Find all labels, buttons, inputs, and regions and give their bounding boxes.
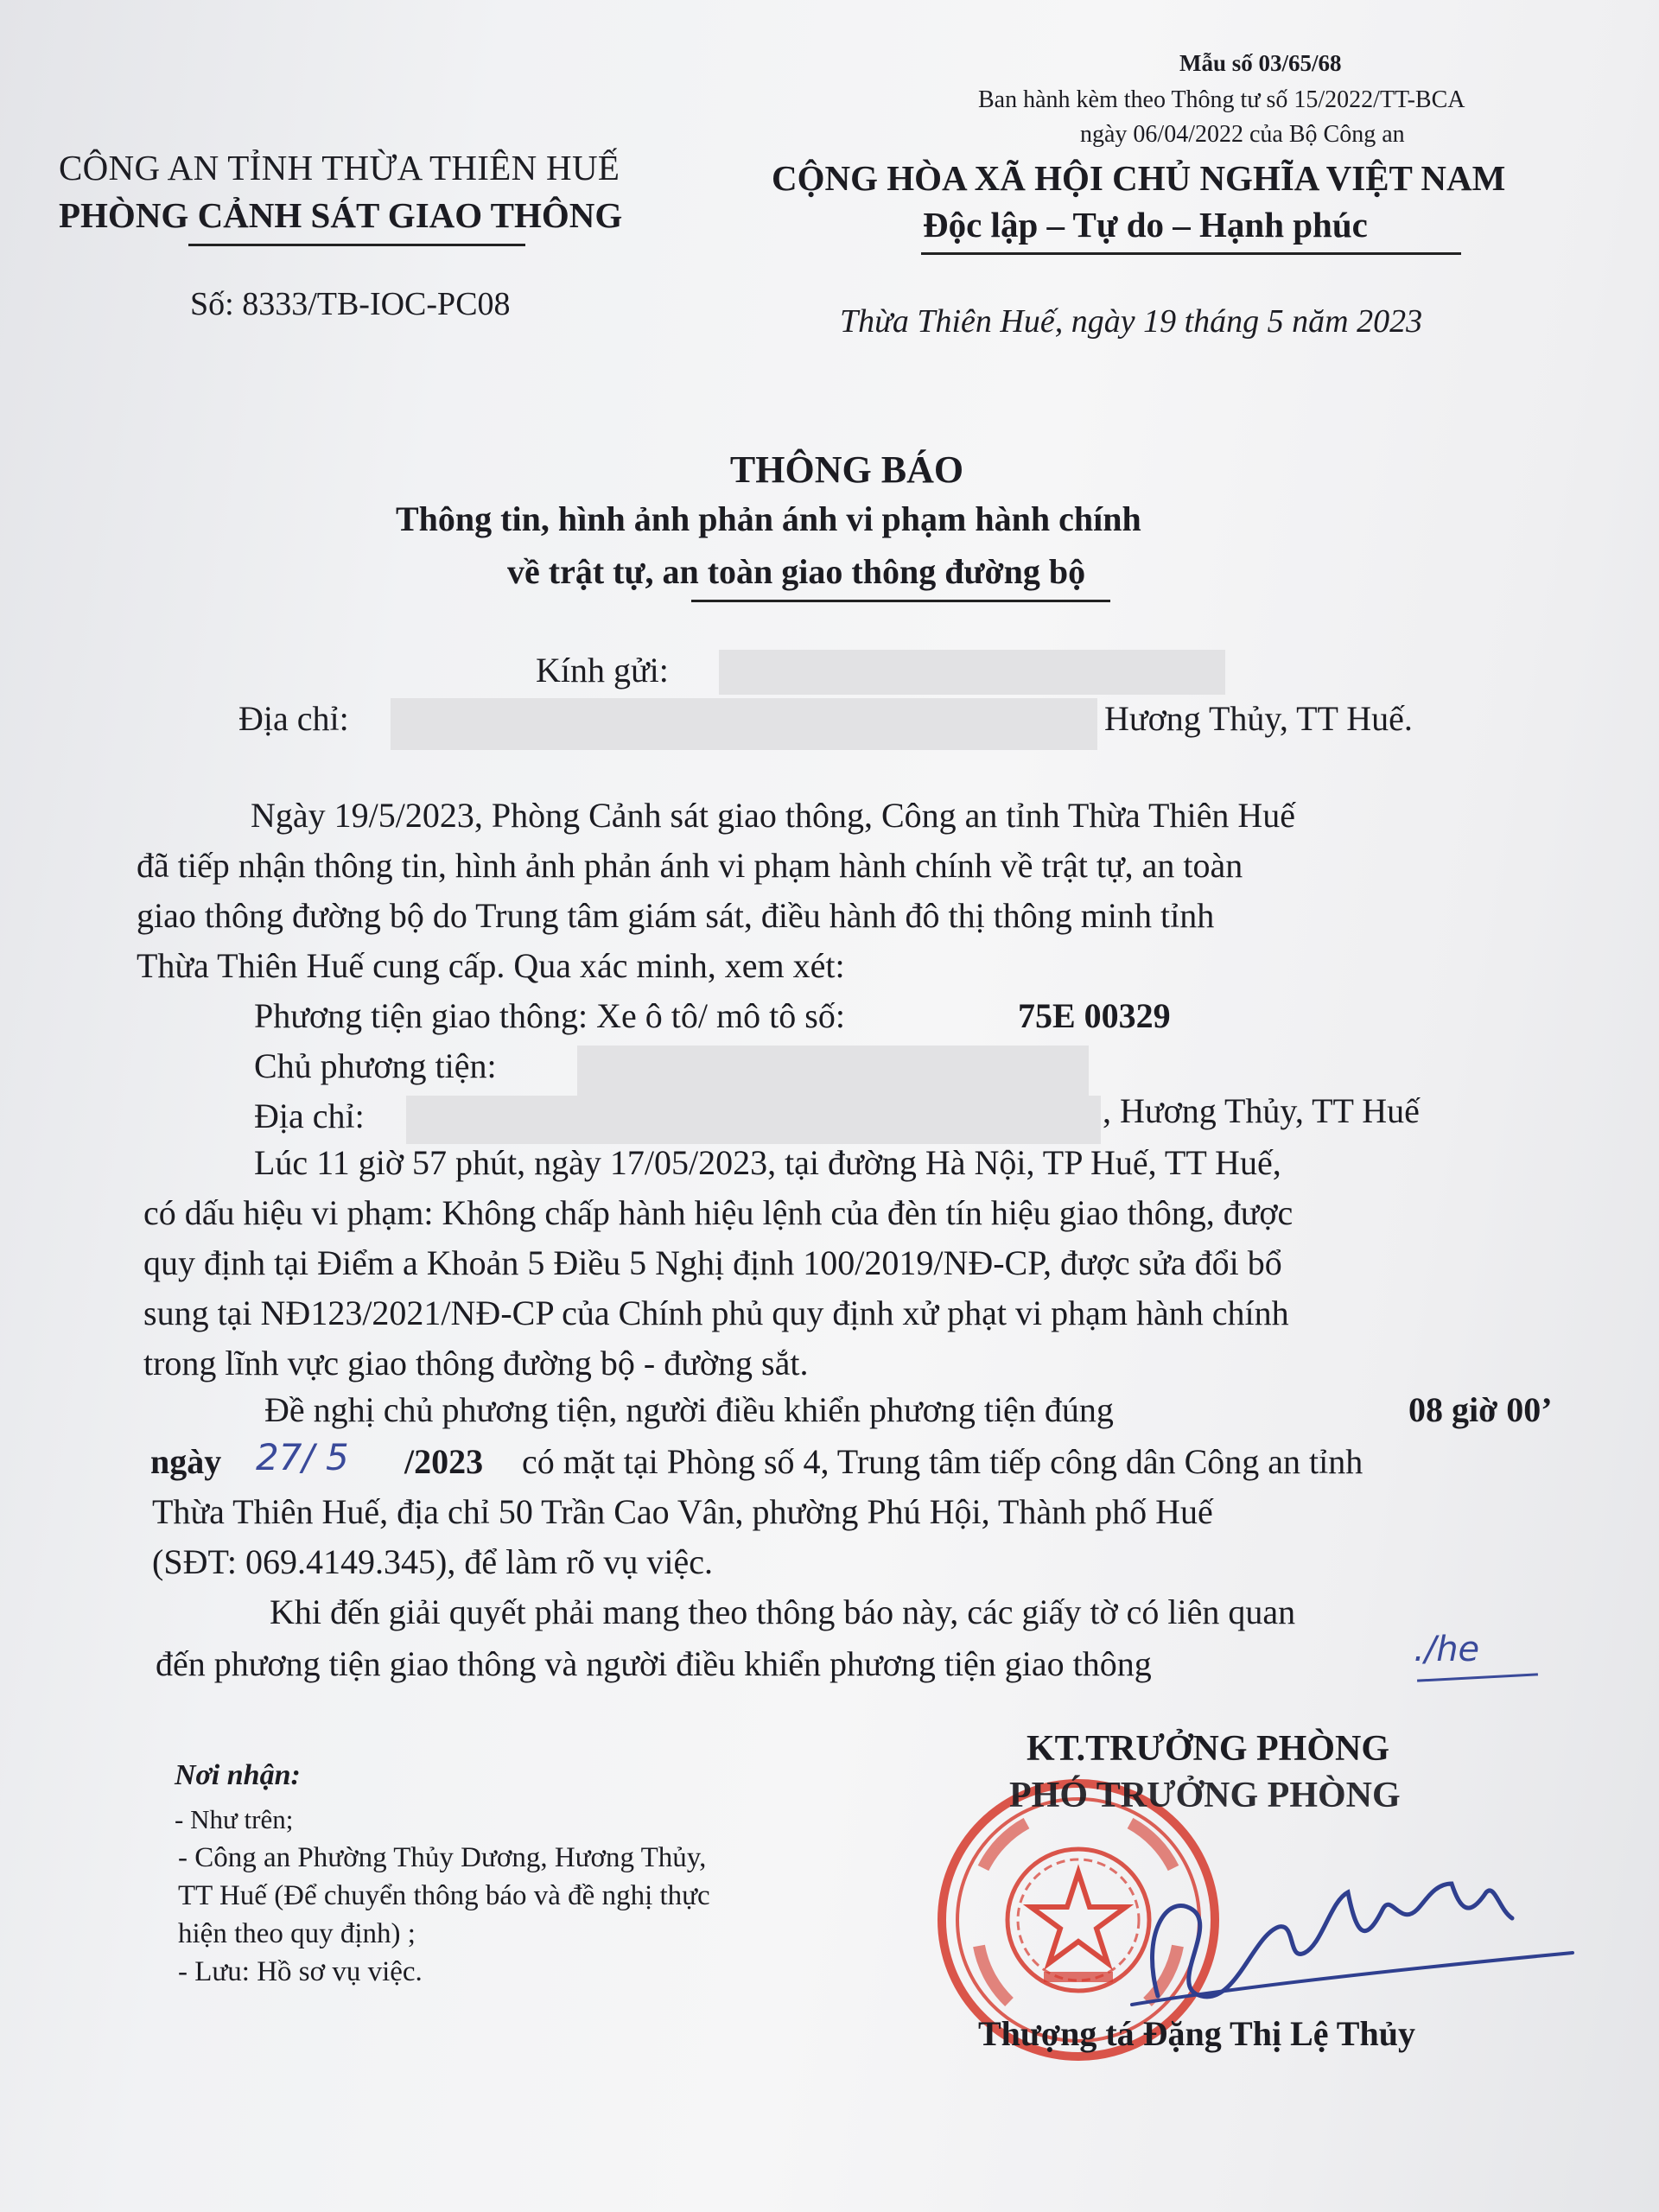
recipients-item: hiện theo quy định) ; [178,1918,416,1949]
recipients-item: TT Huế (Để chuyển thông báo và đề nghị thực [178,1880,710,1911]
vehicle-plate: 75E 00329 [1018,996,1171,1035]
body-line: Thừa Thiên Huế cung cấp. Qua xác minh, xem xét: [137,946,845,985]
redacted-owner-address [406,1096,1101,1144]
owner-address-suffix: , Hương Thủy, TT Huế [1103,1091,1420,1130]
form-issued-date: ngày 06/04/2022 của Bộ Công an [1080,121,1405,148]
form-issued-with: Ban hành kèm theo Thông tư số 15/2022/TT-BCA [978,86,1465,113]
body-line: có dấu hiệu vi phạm: Không chấp hành hiệu lệnh của đèn tín hiệu giao thông, được [143,1193,1294,1232]
appointment-day-label: ngày [150,1442,222,1481]
agency-underline [188,244,525,246]
doc-subtitle-2: về trật tự, an toàn giao thông đường bộ [507,552,1086,591]
appointment-time: 08 giờ 00’ [1408,1390,1553,1429]
redacted-owner [577,1046,1089,1096]
body-line: Đề nghị chủ phương tiện, người điều khiển phương tiện đúng [264,1390,1114,1429]
body-line: đã tiếp nhận thông tin, hình ảnh phản ánh vi phạm hành chính về trật tự, an toàn [137,846,1243,885]
appointment-day-handwritten: 27/ 5 [256,1436,349,1478]
vehicle-label: Phương tiện giao thông: Xe ô tô/ mô tô số: [254,996,845,1035]
motto: Độc lập – Tự do – Hạnh phúc [923,205,1368,245]
initials-stroke [1417,1673,1538,1681]
signature-title-1: KT.TRƯỞNG PHÒNG [1027,1729,1389,1769]
doc-title: THÔNG BÁO [729,448,964,491]
body-line: Khi đến giải quyết phải mang theo thông báo này, các giấy tờ có liên quan [270,1592,1296,1631]
redacted-recipient [719,650,1225,695]
owner-label: Chủ phương tiện: [254,1046,497,1085]
body-line: trong lĩnh vực giao thông đường bộ - đường sắt. [143,1344,809,1382]
recipients-heading: Nơi nhận: [175,1759,301,1791]
body-line: quy định tại Điểm a Khoản 5 Điều 5 Nghị định 100/2019/NĐ-CP, được sửa đổi bổ [143,1243,1282,1282]
body-line: đến phương tiện giao thông và người điều khiển phương tiện giao thông [156,1644,1152,1683]
country-name: CỘNG HÒA XÃ HỘI CHỦ NGHĨA VIỆT NAM [772,158,1506,198]
motto-underline [921,252,1461,255]
agency-name: PHÒNG CẢNH SÁT GIAO THÔNG [59,195,623,235]
recipients-item: - Công an Phường Thủy Dương, Hương Thủy, [178,1842,707,1873]
place-date: Thừa Thiên Huế, ngày 19 tháng 5 năm 2023 [840,303,1423,340]
owner-address-label: Địa chỉ: [254,1096,365,1135]
body-line: Thừa Thiên Huế, địa chỉ 50 Trần Cao Vân, phường Phú Hội, Thành phố Huế [152,1492,1213,1531]
body-line: có mặt tại Phòng số 4, Trung tâm tiếp công dân Công an tỉnh [522,1442,1363,1481]
recipients-item: - Như trên; [175,1804,294,1834]
handwritten-signature [1106,1832,1590,2031]
signature-title-2: PHÓ TRƯỞNG PHÒNG [1009,1776,1401,1815]
recipients-item: - Lưu: Hồ sơ vụ việc. [178,1956,423,1987]
form-number: Mẫu số 03/65/68 [1179,50,1342,76]
handwritten-initials: ./he [1414,1630,1480,1669]
body-line: Ngày 19/5/2023, Phòng Cảnh sát giao thông, Công an tỉnh Thừa Thiên Huế [251,796,1295,835]
body-line: Lúc 11 giờ 57 phút, ngày 17/05/2023, tại đường Hà Nội, TP Huế, TT Huế, [254,1143,1281,1182]
doc-number: Số: 8333/TB-IOC-PC08 [190,286,511,322]
body-line: giao thông đường bộ do Trung tâm giám sát, điều hành đô thị thông minh tỉnh [137,896,1215,935]
recipient-label: Kính gửi: [536,651,669,690]
redacted-recipient-address [391,698,1097,750]
agency-parent: CÔNG AN TỈNH THỪA THIÊN HUẾ [59,148,620,188]
doc-subtitle-1: Thông tin, hình ảnh phản ánh vi phạm hành chính [396,499,1141,538]
body-line: (SĐT: 069.4149.345), để làm rõ vụ việc. [152,1542,714,1581]
appointment-year: /2023 [404,1442,484,1481]
recipient-address-label: Địa chỉ: [238,699,349,738]
title-underline [691,600,1110,602]
signer-name: Thượng tá Đặng Thị Lệ Thủy [978,2014,1415,2053]
recipient-address-suffix: Hương Thủy, TT Huế. [1104,699,1413,738]
body-line: sung tại NĐ123/2021/NĐ-CP của Chính phủ quy định xử phạt vi phạm hành chính [143,1294,1289,1332]
